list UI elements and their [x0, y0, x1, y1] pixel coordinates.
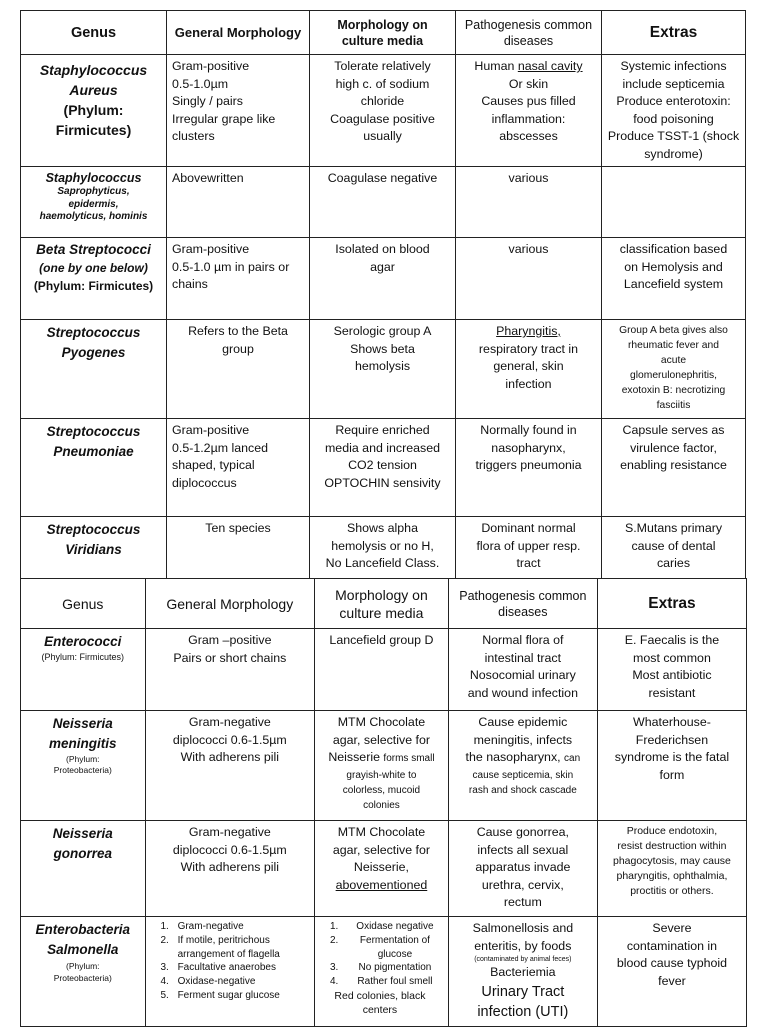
morphology-text: With adherens pili: [180, 860, 280, 874]
extras-text: pharyngitis, ophthalmia,: [616, 870, 728, 882]
extras-cell: [597, 629, 746, 711]
table-row: [21, 320, 746, 419]
genus-name: gonorrea: [53, 846, 113, 861]
culture-text: Shows beta: [350, 341, 415, 356]
extras-text: Lancefield system: [623, 277, 724, 291]
culture-text: Shows alpha: [347, 521, 418, 535]
genus-subname: (one by one below): [39, 261, 148, 275]
morphology-text: Singly / pairs: [172, 94, 243, 108]
morphology-list: [148, 920, 310, 1003]
extras-text: syndrome): [644, 146, 703, 161]
header-genus: Genus: [21, 11, 167, 55]
extras-text: Produce endotoxin,: [626, 825, 718, 837]
table-row: [21, 55, 746, 167]
table-row: [21, 238, 746, 320]
extras-text: S.Mutans primary: [624, 521, 723, 535]
extras-text: Produce TSST-1 (shock: [607, 129, 740, 143]
list-item: 1. Oxidase negative: [341, 920, 443, 934]
table-header-row: [21, 579, 747, 629]
culture-text: Isolated on blood: [335, 242, 430, 256]
pathogenesis-text: enteritis, by foods: [474, 938, 572, 953]
pathogenesis-cell: [448, 821, 597, 917]
culture-cell: [315, 711, 449, 821]
table-row: [21, 917, 747, 1027]
morphology-text: Gram-positive: [172, 59, 250, 73]
culture-text: MTM Chocolate: [337, 825, 426, 839]
extras-text: Severe: [652, 921, 692, 935]
culture-cell: [310, 55, 456, 167]
culture-text: MTM Chocolate: [337, 715, 426, 729]
culture-text: hemolysis: [354, 359, 411, 373]
pathogenesis-text: Normally found in: [480, 423, 577, 437]
bacteria-table-2: [20, 578, 747, 1027]
pathogenesis-cell: [456, 320, 602, 419]
culture-cell: [310, 320, 456, 419]
phylum-label: (Phylum: Firmicutes): [33, 279, 154, 293]
list-item: 2. If motile, peritrichous arrangement of flagella: [172, 934, 310, 962]
culture-text: high c. of sodium: [335, 76, 430, 91]
extras-text: blood cause typhoid: [616, 956, 728, 970]
extras-text: Group A beta gives also: [619, 325, 728, 336]
morphology-cell: [167, 419, 310, 517]
morphology-cell: [167, 320, 310, 419]
pathogenesis-text: Causes pus filled: [481, 94, 576, 108]
pathogenesis-text: flora of upper resp.: [476, 538, 581, 553]
genus-name: Neisseria: [52, 826, 113, 841]
header-culture-media: Morphology on culture media: [315, 579, 449, 629]
extras-text: fever: [658, 973, 686, 988]
extras-text: exotoxin B: necrotizing: [621, 385, 726, 396]
pathogenesis-text: Normal flora of: [482, 633, 564, 647]
bacteria-table-1: [20, 10, 746, 579]
genus-cell: [21, 320, 167, 419]
extras-text: glomerulonephritis,: [630, 370, 717, 381]
culture-text: [320, 749, 443, 768]
extras-text: contamination in: [626, 938, 718, 953]
genus-cell: [21, 711, 146, 821]
culture-cell: [310, 238, 456, 320]
genus-subname: epidermis,: [68, 198, 119, 210]
header-genus: Genus: [21, 579, 146, 629]
extras-text: cause of dental: [631, 538, 716, 553]
culture-text: Neisserie: [328, 750, 384, 764]
morphology-text: 0.5-1.0 µm in pairs or: [172, 259, 290, 274]
morphology-text: diplococcus: [172, 475, 237, 490]
header-culture-media: Morphology on culture media: [310, 11, 456, 55]
extras-cell: [602, 238, 746, 320]
genus-cell: [21, 238, 167, 320]
morphology-text: Gram-positive: [172, 242, 250, 256]
culture-cell: [310, 517, 456, 579]
morphology-text: Gram –positive: [188, 633, 272, 647]
morphology-text: diplococci 0.6-1.5µm: [172, 732, 287, 747]
list-item: 3. Facultative anaerobes: [172, 961, 310, 975]
extras-text: resist destruction within: [617, 840, 727, 852]
table-row: [21, 711, 747, 821]
culture-underlined: abovementioned: [335, 877, 428, 892]
culture-text: Require enriched: [335, 423, 430, 437]
phylum-label: Proteobacteria): [53, 765, 112, 775]
pathogenesis-cell: various: [456, 167, 602, 238]
pathogenesis-text: triggers pneumonia: [475, 458, 582, 472]
morphology-cell: Ten species: [167, 517, 310, 579]
pathogenesis-text: inflammation:: [491, 111, 566, 126]
extras-text: Most antibiotic: [632, 668, 712, 682]
extras-text: Whaterhouse-: [633, 715, 711, 729]
morphology-cell: [145, 821, 315, 917]
extras-text: Produce enterotoxin:: [616, 94, 731, 108]
extras-text: Capsule serves as: [622, 423, 725, 437]
extras-text: resistant: [648, 685, 696, 700]
pathogenesis-text: [454, 749, 592, 768]
extras-text: rheumatic fever and: [627, 340, 719, 351]
pathogenesis-text: general, skin: [493, 359, 564, 373]
genus-name: Staphylococcus: [39, 62, 148, 78]
extras-text: E. Faecalis is the: [624, 633, 720, 647]
pathogenesis-text-small: cause septicemia, skin: [472, 769, 574, 781]
phylum-label: (Phylum:: [66, 961, 100, 971]
table-header-row: [21, 11, 746, 55]
morphology-cell: [167, 238, 310, 320]
pathogenesis-text: and wound infection: [467, 685, 578, 700]
morphology-text: Irregular grape like: [172, 111, 276, 126]
genus-name: Streptococcus: [46, 424, 141, 439]
list-item: 2. Fermentation of glucose: [341, 934, 443, 962]
culture-text-small: grayish-white to: [346, 769, 417, 781]
table-row: [21, 517, 746, 579]
extras-text: acute: [660, 355, 687, 366]
header-extras: Extras: [602, 11, 746, 55]
pathogenesis-text: infection: [505, 376, 552, 391]
morphology-text: With adherens pili: [180, 750, 280, 764]
pathogenesis-cell: [456, 55, 602, 167]
phylum-label: (Phylum: Firmicutes): [41, 652, 125, 662]
pathogenesis-text: tract: [516, 556, 541, 570]
culture-text: agar, selective for: [332, 842, 430, 857]
culture-cell: [315, 917, 449, 1027]
culture-text: No Lancefield Class.: [325, 556, 440, 570]
genus-cell: [21, 821, 146, 917]
genus-name: Streptococcus: [46, 325, 141, 340]
morphology-text: Pairs or short chains: [173, 650, 287, 665]
genus-name: Viridians: [65, 542, 122, 557]
pathogenesis-text: Bacteriemia: [490, 965, 556, 979]
morphology-text: Gram-negative: [188, 715, 271, 729]
extras-cell: [602, 55, 746, 167]
list-item: 4. Oxidase-negative: [172, 975, 310, 989]
extras-text: classification based: [619, 242, 728, 256]
extras-text: Frederichsen: [635, 732, 709, 747]
pathogenesis-underlined: Pharyngitis,: [496, 324, 561, 338]
extras-cell: [602, 419, 746, 517]
pathogenesis-text: respiratory tract in: [478, 341, 579, 356]
table-row: [21, 167, 746, 238]
genus-name: Pyogenes: [61, 345, 126, 360]
header-general-morphology: General Morphology: [167, 11, 310, 55]
culture-text: hemolysis or no H,: [331, 538, 434, 553]
extras-text: proctitis or others.: [630, 885, 714, 897]
culture-text: agar: [370, 259, 395, 274]
extras-text: caries: [656, 556, 691, 570]
pathogenesis-cell: various: [456, 238, 602, 320]
pathogenesis-text-small: rash and shock cascade: [468, 784, 577, 796]
table-row: [21, 821, 747, 917]
morphology-cell: [167, 55, 310, 167]
pathogenesis-cell: [456, 517, 602, 579]
morphology-text: shaped, typical: [172, 458, 255, 472]
culture-text-small: colonies: [363, 799, 400, 811]
culture-text-small: forms small: [383, 753, 435, 764]
pathogenesis-text: Cause epidemic: [478, 715, 568, 729]
pathogenesis-text: Cause gonorrea,: [476, 825, 569, 839]
phylum-label: (Phylum:: [66, 754, 100, 764]
pathogenesis-text: nasopharynx,: [491, 440, 566, 455]
genus-cell: [21, 167, 167, 238]
genus-cell: [21, 55, 167, 167]
morphology-cell: [145, 711, 315, 821]
pathogenesis-text-small: can: [564, 753, 581, 764]
culture-list: [317, 920, 443, 989]
genus-name: Aureus: [69, 82, 118, 98]
culture-cell: Coagulase negative: [310, 167, 456, 238]
pathogenesis-cell: [448, 917, 597, 1027]
genus-cell: [21, 629, 146, 711]
table-row: [21, 629, 747, 711]
genus-name: Enterobacteria: [35, 922, 131, 937]
genus-name: Salmonella: [47, 942, 119, 957]
phylum-label: (Phylum: Firmicutes): [55, 102, 132, 138]
morphology-text: chains: [172, 277, 208, 291]
culture-text: usually: [363, 129, 402, 143]
extras-text: virulence factor,: [630, 440, 717, 455]
culture-text: CO2 tension: [348, 458, 417, 472]
extras-text: on Hemolysis and: [624, 259, 723, 274]
pathogenesis-text: Salmonellosis and: [472, 921, 574, 935]
genus-name: Streptococcus: [46, 522, 141, 537]
morphology-cell: Abovewritten: [167, 167, 310, 238]
pathogenesis-text-large: Urinary Tract: [481, 983, 565, 1000]
culture-text: Neisserie,: [353, 860, 409, 874]
pathogenesis-underlined: nasal cavity: [517, 59, 583, 73]
extras-cell: [597, 711, 746, 821]
genus-name: Beta Streptococci: [36, 242, 151, 257]
morphology-text: 0.5-1.2µm lanced: [172, 440, 268, 455]
extras-text: include septicemia: [622, 76, 725, 91]
pathogenesis-text: [461, 58, 596, 76]
extras-cell: [602, 517, 746, 579]
pathogenesis-cell: [456, 419, 602, 517]
culture-cell: [310, 419, 456, 517]
genus-cell: [21, 917, 146, 1027]
pathogenesis-text: Nosocomial urinary: [469, 668, 576, 682]
genus-name: Enterococci: [44, 634, 122, 649]
culture-text: centers: [362, 1003, 398, 1016]
genus-subname: Saprophyticus,: [57, 186, 130, 197]
list-item: 4. Rather foul smell: [341, 975, 443, 989]
extras-text: food poisoning: [633, 111, 714, 126]
header-extras: Extras: [597, 579, 746, 629]
morphology-text: Gram-positive: [172, 423, 250, 437]
pathogenesis-note: (contaminated by animal feces): [474, 956, 572, 963]
header-pathogenesis: Pathogenesis common diseases: [448, 579, 597, 629]
pathogenesis-text: abscesses: [499, 129, 558, 143]
culture-text: agar, selective for: [332, 732, 430, 747]
header-general-morphology: General Morphology: [145, 579, 315, 629]
culture-text: Serologic group A: [333, 324, 432, 338]
morphology-text: 0.5-1.0µm: [172, 76, 229, 91]
pathogenesis-text: Human: [474, 59, 518, 73]
pathogenesis-cell: [448, 629, 597, 711]
extras-text: syndrome is the fatal: [614, 750, 730, 764]
header-pathogenesis: Pathogenesis common diseases: [456, 11, 602, 55]
culture-text: chloride: [360, 94, 405, 108]
extras-text: most common: [633, 650, 711, 665]
genus-name: Neisseria: [52, 716, 113, 731]
list-item: 5. Ferment sugar glucose: [172, 989, 310, 1003]
extras-text: enabling resistance: [620, 458, 727, 472]
pathogenesis-text: intestinal tract: [484, 650, 562, 665]
extras-cell: [602, 167, 746, 238]
pathogenesis-text: the nasopharynx,: [465, 750, 565, 764]
extras-text: phagocytosis, may cause: [612, 855, 731, 867]
culture-text: Coagulase positive: [330, 111, 435, 126]
culture-cell: Lancefield group D: [315, 629, 449, 711]
genus-name: Staphylococcus: [45, 171, 142, 185]
morphology-text: Gram-negative: [188, 825, 271, 839]
morphology-text: group: [222, 341, 254, 356]
morphology-cell: [145, 629, 315, 711]
pathogenesis-text: rectum: [503, 895, 542, 909]
culture-text: Red colonies, black: [334, 989, 426, 1002]
list-item: 1. Gram-negative: [172, 920, 310, 934]
pathogenesis-text: apparatus invade: [475, 860, 571, 874]
culture-cell: [315, 821, 449, 917]
culture-text: OPTOCHIN sensivity: [324, 475, 441, 490]
morphology-text: Refers to the Beta: [188, 324, 288, 338]
list-item: 3. No pigmentation: [341, 961, 443, 975]
morphology-cell: [145, 917, 315, 1027]
pathogenesis-cell: [448, 711, 597, 821]
morphology-text: clusters: [172, 129, 215, 143]
extras-text: Systemic infections: [620, 59, 727, 73]
morphology-text: diplococci 0.6-1.5µm: [172, 842, 287, 857]
extras-cell: [602, 320, 746, 419]
genus-subname: haemolyticus, hominis: [39, 211, 148, 222]
extras-text: form: [659, 767, 685, 782]
genus-cell: [21, 517, 167, 579]
culture-text-small: colorless, mucoid: [342, 784, 421, 796]
pathogenesis-text: Dominant normal: [481, 521, 576, 535]
culture-text: media and increased: [324, 440, 441, 455]
extras-text: fasciitis: [656, 400, 691, 411]
extras-cell: [597, 821, 746, 917]
pathogenesis-text: infects all sexual: [477, 842, 569, 857]
table-row: [21, 419, 746, 517]
culture-text: Tolerate relatively: [334, 59, 431, 73]
pathogenesis-text: urethra, cervix,: [481, 877, 564, 892]
pathogenesis-text: Or skin: [508, 76, 549, 91]
genus-name: Pneumoniae: [53, 444, 134, 459]
genus-name: meningitis: [49, 736, 117, 751]
pathogenesis-text: meningitis, infects: [473, 732, 573, 747]
phylum-label: Proteobacteria): [53, 973, 112, 983]
genus-cell: [21, 419, 167, 517]
pathogenesis-text-large: infection (UTI): [477, 1003, 569, 1020]
extras-cell: [597, 917, 746, 1027]
